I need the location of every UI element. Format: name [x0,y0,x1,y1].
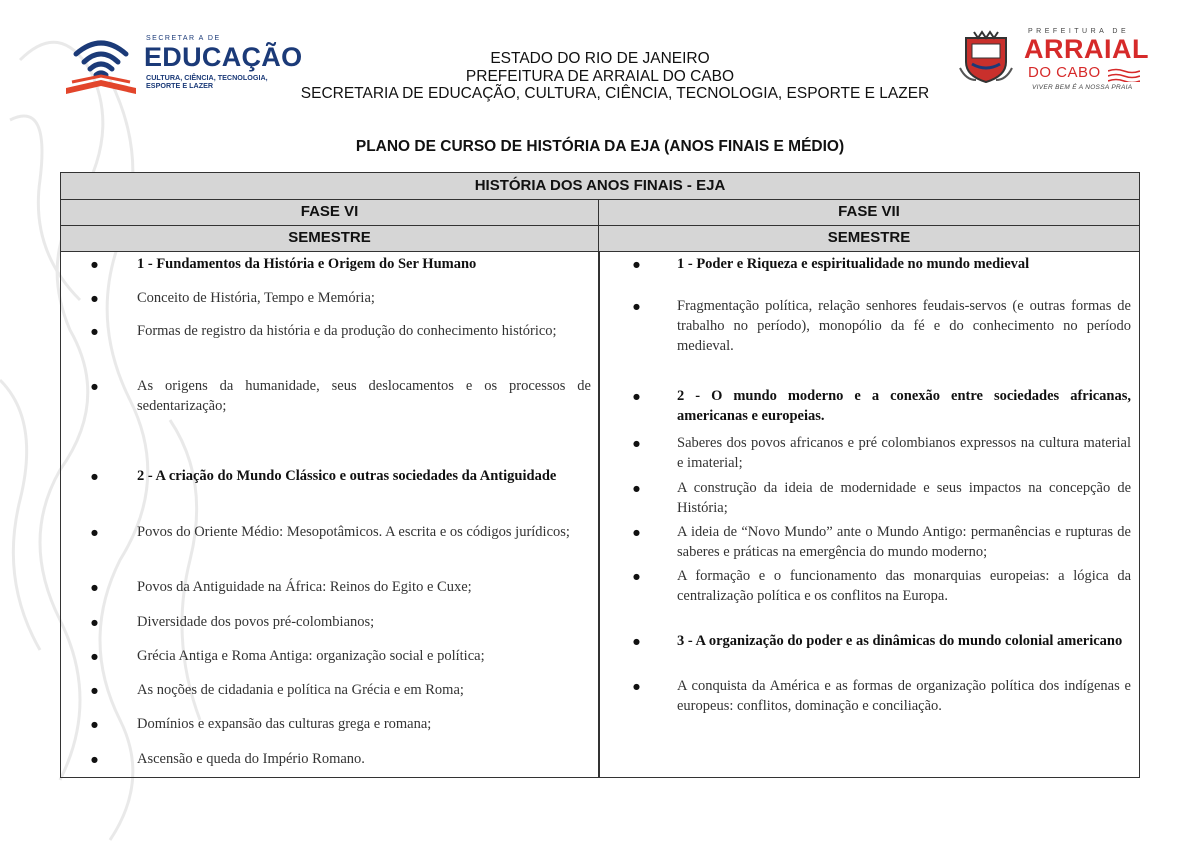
phase-right-header: FASE VII [838,203,900,220]
list-item: ● Povos da Antiguidade na África: Reinos do Egito e Cuxe; [137,577,591,597]
header-state: ESTADO DO RIO DE JANEIRO [490,50,710,67]
bullet-icon: ● [633,682,640,691]
bullet-icon: ● [633,392,640,401]
logo-right-small-text: PREFEITURA DE [1028,28,1130,35]
bullet-icon: ● [633,302,640,311]
logo-right-slogan: VIVER BEM É A NOSSA PRAIA [1032,84,1133,91]
table-title: HISTÓRIA DOS ANOS FINAIS - EJA [61,173,1139,200]
bullet-icon: ● [91,686,98,695]
bullet-icon: ● [91,720,98,729]
logo-left-title: EDUCAÇÃO [144,42,303,72]
list-item: ● As origens da humanidade, seus deslocamentos e os processos de sedentarização; [91,378,591,414]
page-title: PLANO DE CURSO DE HISTÓRIA DA EJA (ANOS FINAIS E MÉDIO) [355,138,845,155]
list-item: ● Domínios e expansão das culturas grega e romana; [137,714,591,734]
list-item: ● Diversidade dos povos pré-colombianos; [137,612,591,632]
list-item: ● 3 - A organização do poder e as dinâmicas do mundo colonial americano [677,631,1131,651]
list-item: ● 2 - O mundo moderno e a conexão entre sociedades africanas, americanas e europeias. [633,388,1131,424]
bullet-icon: ● [91,618,98,627]
bullet-icon: ● [91,260,98,269]
logo-left-subtitle: CULTURA, CIÊNCIA, TECNOLOGIA, ESPORTE E LAZER [146,73,268,90]
list-item: ● 2 - A criação do Mundo Clássico e outras sociedades da Antiguidade [137,466,591,486]
logo-left-small-text: SECRETAR A DE [146,35,221,42]
list-item: ● Conceito de História, Tempo e Memória; [137,288,591,308]
bullet-icon: ● [633,637,640,646]
list-item: ● A construção da ideia de modernidade e seus impactos na concepção de História; [633,480,1131,516]
header-prefeitura: PREFEITURA DE ARRAIAL DO CABO [465,67,735,85]
bullet-icon: ● [633,572,640,581]
bullet-icon: ● [91,652,98,661]
bullet-icon: ● [633,260,640,269]
bullet-icon: ● [91,294,98,303]
list-item: ● A ideia de “Novo Mundo” ante o Mundo Antigo: permanências e rupturas de saberes e práticas na emergência do mundo moderno; [633,524,1131,560]
list-item: ● Povos do Oriente Médio: Mesopotâmicos. A escrita e os códigos jurídicos; [137,522,591,542]
bullet-icon: ● [91,382,98,391]
phase-header-row [61,200,1139,226]
bullet-icon: ● [91,583,98,592]
list-item: ● Ascensão e queda do Império Romano. [137,749,591,769]
phase-left-header: FASE VI [61,200,599,225]
bullet-icon: ● [91,528,98,537]
list-item: ● Fragmentação política, relação senhores feudais-servos (e outras formas de trabalho no período), monopólio da fé e do conhecimento no período medieval. [633,298,1131,354]
logo-right-title: ARRAIAL [1024,34,1149,64]
bullet-icon: ● [91,327,98,336]
header-secretaria: SECRETARIA DE EDUCAÇÃO, CULTURA, CIÊNCIA, TECNOLOGIA, ESPORTE E LAZER [300,85,930,102]
logo-right-subtitle: DO CABO [1028,64,1101,81]
list-item: ● 1 - Poder e Riqueza e espiritualidade no mundo medieval [677,254,1131,274]
list-item: ● A conquista da América e as formas de organização política dos indígenas e europeus: conflitos, dominação e conciliação. [633,678,1131,714]
document-header [0,50,1200,103]
list-item: ● Saberes dos povos africanos e pré colombianos expressos na cultura material e imaterial; [633,435,1131,471]
bullet-icon: ● [633,484,640,493]
bullet-icon: ● [633,439,640,448]
semester-header-row [61,226,1139,252]
bullet-icon: ● [91,472,98,481]
semester-left-header: SEMESTRE [61,226,599,251]
list-item: ● Formas de registro da história e da produção do conhecimento histórico; [137,321,591,341]
list-item: ● 1 - Fundamentos da História e Origem do Ser Humano [137,254,591,274]
bullet-icon: ● [91,755,98,764]
list-item: ● As noções de cidadania e política na Grécia e em Roma; [137,680,591,700]
column-divider [598,252,600,777]
course-plan-table [60,172,1140,778]
list-item: ● Grécia Antiga e Roma Antiga: organização social e política; [137,646,591,666]
semester-right-header: SEMESTRE [827,229,911,246]
bullet-icon: ● [633,528,640,537]
list-item: ● A formação e o funcionamento das monarquias europeias: a lógica da centralização política e os conflitos na Europa. [633,568,1131,604]
